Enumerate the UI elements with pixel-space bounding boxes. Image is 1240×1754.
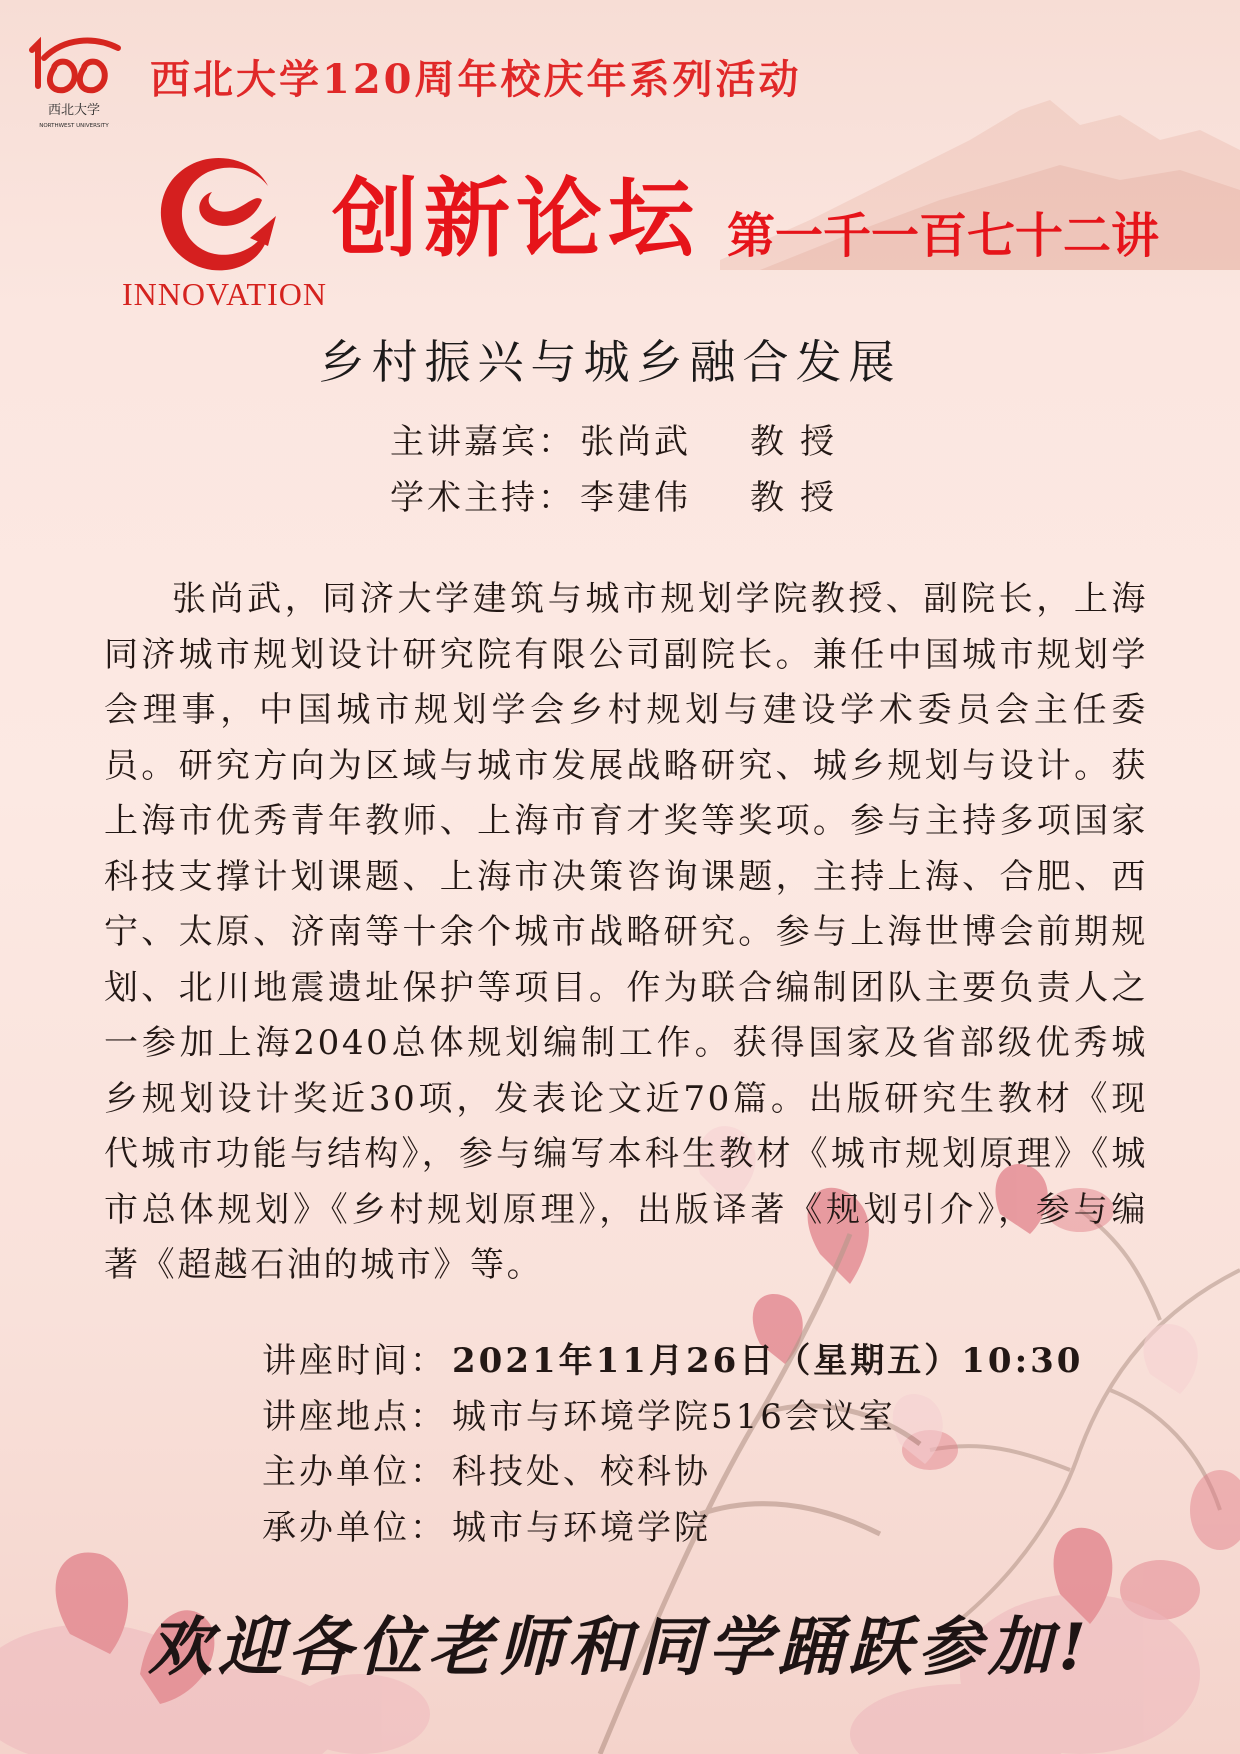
- host-row: [390, 470, 850, 526]
- speakers-block: [390, 414, 850, 526]
- lecture-topic: 乡村振兴与城乡融合发展: [318, 335, 902, 389]
- lecture-place-value: 城市与环境学院516会议室: [452, 1396, 896, 1437]
- speaker-label: 主讲嘉宾：: [390, 422, 575, 462]
- lecture-place-label: 讲座地点：: [262, 1396, 447, 1437]
- host-unit-row: [262, 1445, 1083, 1501]
- organizer-unit-label: 承办单位：: [262, 1507, 447, 1548]
- lecture-time-label: 讲座时间：: [262, 1341, 447, 1381]
- speaker-name: 张尚武: [580, 422, 691, 462]
- speaker-title: 教授: [750, 422, 850, 462]
- host-name: 李建伟: [580, 478, 691, 518]
- anniversary-120-logo: [24, 28, 124, 138]
- lecture-place-row: [262, 1390, 1083, 1446]
- logo-120-subtext: NORTHWEST UNIVERSITY: [39, 123, 109, 129]
- series-title: 西北大学120周年校庆年系列活动: [150, 56, 802, 103]
- speaker-row: [390, 414, 850, 470]
- welcome-slogan: 欢迎各位老师和同学踊跃参加!: [147, 1610, 1093, 1685]
- lecture-info-block: [262, 1334, 1083, 1556]
- lecture-time-value: 2021年11月26日（星期五）10:30: [452, 1341, 1084, 1381]
- host-label: 学术主持：: [390, 478, 575, 518]
- organizer-unit-value: 城市与环境学院: [452, 1507, 711, 1548]
- host-title: 教授: [750, 478, 850, 518]
- host-unit-label: 主办单位：: [262, 1452, 447, 1492]
- lecture-time-row: [262, 1334, 1083, 1390]
- organizer-unit-row: [262, 1501, 1083, 1557]
- speaker-biography: 张尚武，同济大学建筑与城市规划学院教授、副院长，上海同济城市规划设计研究院有限公司副院长。兼任中国城市规划学会理事，中国城市规划学会乡村规划与建设学术委员会主任委员。研究方向为区域与城市发展战略研究、城乡规划与设计。获上海市优秀青年教师、上海市育才奖等奖项。参与主持多项国家科技支撑计划课题、上海市决策咨询课题，主持上海、合肥、西宁、太原、济南等十余个城市战略研究。参与上海世博会前期规划、北川地震遗址保护等项目。作为联合编制团队主要负责人之一参加上海2040总体规划编制工作。获得国家及省部级优秀城乡规划设计奖近30项，发表论文近70篇。出版研究生教材《现代城市功能与结构》，参与编写本科生教材《城市规划原理》《城市总体规划》《乡村规划原理》，出版译著《规划引介》，参与编著《超越石油的城市》等。: [104, 579, 1148, 1285]
- innovation-logo-text: INNOVATION: [122, 276, 327, 312]
- forum-title: 创新论坛: [332, 168, 700, 269]
- innovation-logo: [150, 146, 290, 286]
- host-unit-value: 科技处、校科协: [452, 1452, 711, 1492]
- logo-120-text: 西北大学: [47, 103, 101, 118]
- lecture-number: 第一千一百七十二讲: [727, 208, 1160, 264]
